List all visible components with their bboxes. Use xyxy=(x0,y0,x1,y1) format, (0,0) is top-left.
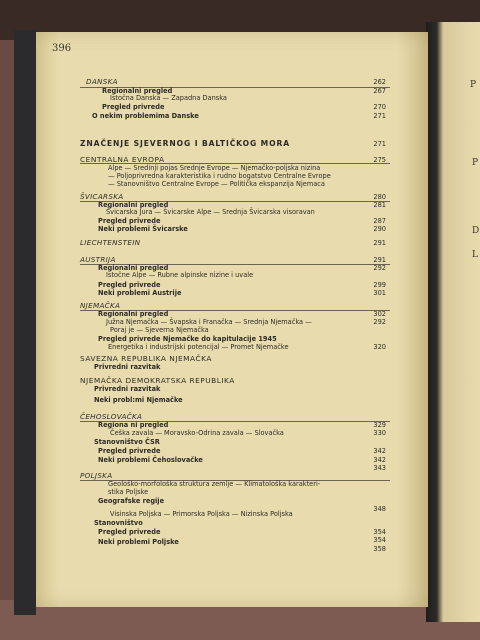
toc-entry: Visinska Poljska — Primorska Poljska — Nizinska Poljska xyxy=(110,510,293,518)
toc-page-number: 280 xyxy=(373,193,386,201)
toc-entry: stika Poljske xyxy=(108,488,149,496)
toc-page-number: 342 xyxy=(373,456,386,464)
toc-entry: ZNAČENJE SJEVERNOG I BALTIČKOG MORA xyxy=(80,139,290,148)
toc-page-number: 330 xyxy=(373,429,386,437)
toc-entry: Energetika i industrijski potencijal — Promet Njemačke xyxy=(108,343,289,351)
toc-entry: Stanovništvo xyxy=(94,519,143,527)
toc-entry: Neki problemi Čehoslovačke xyxy=(98,456,203,464)
toc-page-number: 271 xyxy=(373,112,386,120)
toc-page-number: 302 xyxy=(373,310,386,318)
toc-entry: CENTRALNA EVROPA xyxy=(80,155,165,164)
adjacent-book-mark: P xyxy=(470,80,477,90)
toc-entry: Istočna Danska — Zapadna Danska xyxy=(110,94,227,102)
toc-entry: Pregled privrede xyxy=(98,447,161,455)
toc-page-number: 270 xyxy=(373,103,386,111)
toc-entry: — Poljoprivredna karakteristika i rudno bogatstvo Centralne Evrope xyxy=(108,172,331,180)
toc-entry: Češka zavala — Moravsko-Odrina zavala — Slovačka xyxy=(110,429,284,437)
toc-entry: Regionalni pregled xyxy=(98,201,169,209)
toc-entry: Regionalni pregled xyxy=(98,310,169,318)
toc-entry: Geografske regije xyxy=(98,497,165,505)
toc-entry: Istočne Alpe — Rubne alpinske nizine i uvale xyxy=(106,271,254,279)
toc-entry: NJEMAČKA DEMOKRATSKA REPUBLIKA xyxy=(80,376,235,385)
toc-entry: Pregled privrede xyxy=(98,528,161,536)
toc-page-number: 267 xyxy=(373,87,386,95)
toc-entry: Pregled privrede xyxy=(98,281,161,289)
toc-entry: Neki problemi Austrije xyxy=(98,289,182,297)
toc-page-number: 281 xyxy=(373,201,386,209)
toc-entry: ŠVICARSKA xyxy=(80,192,124,201)
toc-entry: Regionalni pregled xyxy=(102,87,173,95)
toc-entry: O nekim problemima Danske xyxy=(92,112,199,120)
page-number: 396 xyxy=(52,43,72,54)
toc-entry: Švicarska Jura — Švicarske Alpe — Srednja Švicarska visoravan xyxy=(106,208,315,216)
adjacent-book-mark: P xyxy=(472,158,479,168)
toc-page-number: 271 xyxy=(373,140,386,148)
toc-entry: Regionalni pregled xyxy=(98,264,169,272)
toc-page-number: 290 xyxy=(373,225,386,233)
toc-page-number: 343 xyxy=(373,464,386,472)
toc-page-number: 275 xyxy=(373,156,386,164)
toc-entry: Neki problemi Švicarske xyxy=(98,225,188,233)
toc-entry: Pregled privrede xyxy=(98,217,161,225)
toc-entry: — Stanovništvo Centralne Evrope — Politička ekspanzija Njemaca xyxy=(108,180,325,188)
toc-entry: DANSKA xyxy=(86,77,118,86)
toc-entry: Stanovništvo ČSR xyxy=(94,438,160,446)
toc-entry: Alpe — Sredinji pojas Srednje Evrope — Njemačko-poljska nizina xyxy=(108,164,321,172)
toc-entry: Privredni razvitak xyxy=(94,363,161,371)
toc-page-number: 329 xyxy=(373,421,386,429)
toc-page-number: 292 xyxy=(373,264,386,272)
adjacent-book xyxy=(426,22,480,622)
toc-page-number: 354 xyxy=(373,536,386,544)
toc-entry: SAVEZNA REPUBLIKA NJEMAČKA xyxy=(80,354,212,363)
toc-page-number: 262 xyxy=(373,78,386,86)
toc-page-number: 348 xyxy=(373,505,386,513)
toc-entry: ČEHOSLOVAČKA xyxy=(80,412,143,421)
toc-entry: Neki probl:mi Njemačke xyxy=(94,396,183,404)
toc-page-number: 301 xyxy=(373,289,386,297)
toc-entry: Geološko-morfološka struktura zemlje — Klimatološka karakteri- xyxy=(108,480,321,488)
toc-entry: LIECHTENSTEIN xyxy=(80,238,141,247)
toc-page-number: 291 xyxy=(373,256,386,264)
toc-page-number: 320 xyxy=(373,343,386,351)
toc-entry: POLJSKA xyxy=(80,471,113,480)
toc-entry: Južna Njemačka — Švapska i Franačka — Srednja Njemačka — xyxy=(106,318,312,326)
toc-page-number: 291 xyxy=(373,239,386,247)
toc-page-number: 287 xyxy=(373,217,386,225)
toc-page-number: 358 xyxy=(373,545,386,553)
toc-entry: NJEMAČKA xyxy=(80,301,121,310)
toc-page-number: 299 xyxy=(373,281,386,289)
adjacent-book-mark: L xyxy=(472,250,478,260)
book-cover-edge xyxy=(14,30,36,615)
toc-page-number: 342 xyxy=(373,447,386,455)
toc-entry: Poraj je — Sjeverna Njemačka xyxy=(110,326,209,334)
toc-entry: Privredni razvitak xyxy=(94,385,161,393)
toc-page-number: 354 xyxy=(373,528,386,536)
toc-entry: Pregled privrede xyxy=(102,103,165,111)
toc-page-number: 292 xyxy=(373,318,386,326)
toc-entry: AUSTRIJA xyxy=(80,255,116,264)
toc-entry: Regiona ni pregled xyxy=(98,421,169,429)
toc-entry: Neki problemi Poljske xyxy=(98,538,179,546)
adjacent-book-mark: D xyxy=(472,226,480,236)
toc-entry: Pregled privrede Njemačke do kapitulacije 1945 xyxy=(98,335,277,343)
